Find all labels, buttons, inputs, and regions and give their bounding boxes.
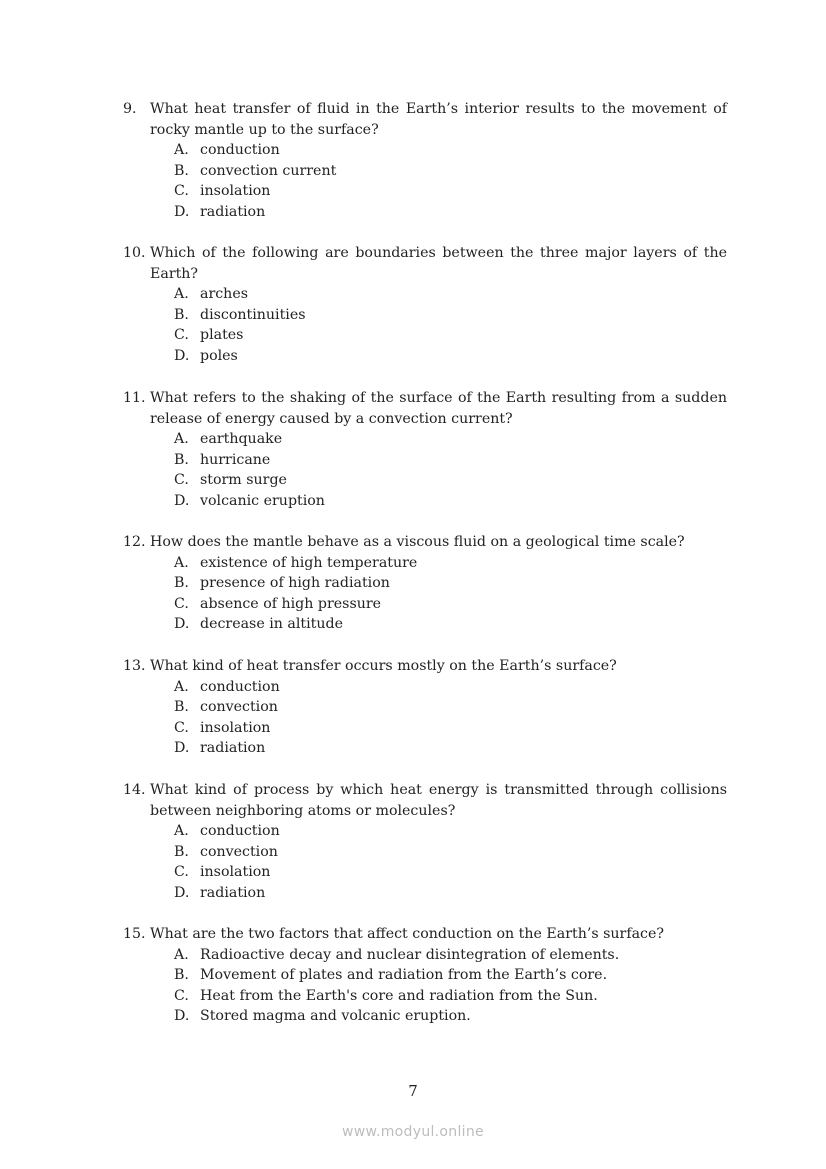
option-letter: D. (174, 203, 190, 220)
answer-option (174, 986, 727, 1007)
option-text: convection (200, 843, 278, 860)
option-letter: D. (174, 616, 190, 633)
question-item (123, 780, 727, 904)
answer-option (174, 821, 727, 842)
option-letter: B. (174, 967, 189, 984)
option-letter: A. (174, 142, 189, 159)
answer-option (174, 181, 727, 202)
option-text: hurricane (200, 451, 271, 468)
answer-option (174, 284, 727, 305)
answer-option (174, 325, 727, 346)
option-text: radiation (200, 740, 266, 757)
answer-option (174, 883, 727, 904)
option-letter: B. (174, 451, 189, 468)
question-item (123, 532, 727, 635)
question-text: What heat transfer of fluid in the Earth’s interior results to the movement of rocky mantle up to the surface? (150, 101, 727, 138)
option-text: presence of high radiation (200, 575, 390, 592)
option-letter: C. (174, 719, 189, 736)
option-letter: C. (174, 327, 189, 344)
option-text: Heat from the Earth's core and radiation from the Sun. (200, 987, 598, 1004)
option-text: volcanic eruption (200, 492, 325, 509)
option-letter: D. (174, 740, 190, 757)
question-item (123, 243, 727, 367)
option-text: conduction (200, 678, 280, 695)
question-number: 12. (123, 534, 146, 550)
option-letter: D. (174, 492, 190, 509)
option-letter: C. (174, 183, 189, 200)
question-item (123, 924, 727, 1027)
option-text: insolation (200, 719, 271, 736)
answer-option (174, 491, 727, 512)
option-letter: B. (174, 575, 189, 592)
option-text: absence of high pressure (200, 595, 382, 612)
option-letter: D. (174, 1008, 190, 1025)
option-text: Stored magma and volcanic eruption. (200, 1008, 471, 1025)
question-item (123, 388, 727, 512)
question-text: How does the mantle behave as a viscous fluid on a geological time scale? (150, 534, 685, 550)
answer-option (174, 140, 727, 161)
option-text: insolation (200, 864, 271, 881)
option-text: poles (200, 347, 238, 364)
option-letter: A. (174, 946, 189, 963)
question-item (123, 656, 727, 759)
answer-option (174, 862, 727, 883)
answer-option (174, 346, 727, 367)
option-text: plates (200, 327, 244, 344)
option-text: convection current (200, 162, 337, 179)
option-letter: A. (174, 431, 189, 448)
option-text: insolation (200, 183, 271, 200)
option-text: decrease in altitude (200, 616, 343, 633)
option-text: arches (200, 286, 249, 303)
answer-option (174, 553, 727, 574)
answer-option (174, 842, 727, 863)
question-number: 11. (123, 390, 146, 406)
watermark: www.modyul.online (342, 1124, 484, 1140)
option-letter: D. (174, 884, 190, 901)
answer-option (174, 614, 727, 635)
option-text: radiation (200, 884, 266, 901)
option-text: discontinuities (200, 306, 306, 323)
answer-option (174, 573, 727, 594)
answer-option (174, 161, 727, 182)
option-text: storm surge (200, 472, 287, 489)
answer-option (174, 677, 727, 698)
option-letter: B. (174, 306, 189, 323)
question-text: What are the two factors that affect conduction on the Earth’s surface? (150, 926, 664, 942)
question-number: 9. (123, 101, 137, 117)
option-letter: A. (174, 678, 189, 695)
option-letter: A. (174, 823, 189, 840)
page-number: 7 (408, 1082, 418, 1100)
answer-option (174, 945, 727, 966)
answer-option (174, 697, 727, 718)
option-text: earthquake (200, 431, 283, 448)
answer-option (174, 718, 727, 739)
question-number: 10. (123, 245, 146, 261)
question-number: 14. (123, 782, 146, 798)
answer-option (174, 429, 727, 450)
option-text: conduction (200, 823, 280, 840)
answer-option (174, 1006, 727, 1027)
option-letter: D. (174, 347, 190, 364)
answer-option (174, 305, 727, 326)
option-letter: C. (174, 472, 189, 489)
option-letter: B. (174, 162, 189, 179)
question-text: Which of the following are boundaries between the three major layers of the Earth? (150, 245, 727, 282)
question-text: What kind of process by which heat energy is transmitted through collisions between neighboring atoms or molecules? (150, 782, 727, 819)
question-number: 15. (123, 926, 146, 942)
option-text: radiation (200, 203, 266, 220)
option-text: Movement of plates and radiation from the Earth’s core. (200, 967, 608, 984)
option-letter: C. (174, 595, 189, 612)
question-item (123, 99, 727, 223)
option-text: convection (200, 699, 278, 716)
answer-option (174, 202, 727, 223)
question-text: What kind of heat transfer occurs mostly on the Earth’s surface? (150, 658, 617, 674)
option-letter: A. (174, 554, 189, 571)
option-text: existence of high temperature (200, 554, 418, 571)
option-text: conduction (200, 142, 280, 159)
answer-option (174, 470, 727, 491)
answer-option (174, 965, 727, 986)
option-letter: C. (174, 864, 189, 881)
option-letter: A. (174, 286, 189, 303)
question-number: 13. (123, 658, 146, 674)
answer-option (174, 594, 727, 615)
question-text: What refers to the shaking of the surface of the Earth resulting from a sudden release of energy caused by a convection current? (150, 390, 727, 427)
option-letter: B. (174, 699, 189, 716)
option-text: Radioactive decay and nuclear disintegration of elements. (200, 946, 620, 963)
option-letter: C. (174, 987, 189, 1004)
option-letter: B. (174, 843, 189, 860)
answer-option (174, 738, 727, 759)
answer-option (174, 450, 727, 471)
